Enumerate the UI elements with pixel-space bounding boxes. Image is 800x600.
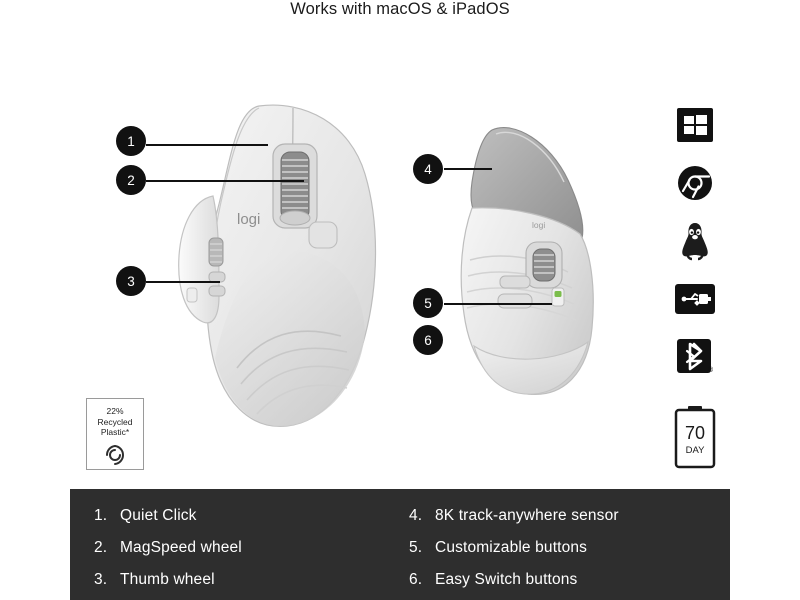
chrome-icon [673,163,717,203]
svg-text:®: ® [708,367,713,374]
callout-2: 2 [116,165,146,195]
battery-days-value: 70 [684,423,706,443]
leader-line-5 [444,303,552,305]
legend-number-5: 5. [409,539,423,556]
legend-column-left [94,507,391,589]
leader-line-1 [146,144,268,146]
legend-column-right [391,507,706,589]
legend-label-4: 8K track-anywhere sensor [435,507,619,524]
mouse-top-view-illustration [175,100,405,430]
legend-item-1 [94,507,391,525]
legend-number-6: 6. [409,571,423,588]
legend-label-2: MagSpeed wheel [120,539,242,556]
mouse-side-view-illustration [440,110,615,410]
compatibility-icon-list [668,105,722,377]
legend-number-1: 1. [94,507,108,524]
legend-label-5: Customizable buttons [435,539,588,556]
callout-5: 5 [413,288,443,318]
leader-line-3 [146,281,220,283]
bluetooth-icon [673,337,717,377]
leader-line-2 [146,180,304,182]
usb-receiver-icon [673,279,717,319]
recycle-icon [102,442,128,473]
recycled-percent: 22% [106,406,124,416]
recycled-label-2: Plastic* [100,427,130,437]
battery-days-unit: DAY [685,445,705,456]
legend-number-3: 3. [94,571,108,588]
legend-item-2 [94,539,391,557]
linux-penguin-icon [673,221,717,261]
feature-legend-panel [70,489,730,600]
legend-item-5 [409,539,706,557]
callout-6: 6 [413,325,443,355]
leader-line-4 [444,168,492,170]
recycled-label-1: Recycled [97,416,133,427]
legend-item-4 [409,507,706,525]
brand-wordmark: logi [237,211,261,228]
brand-wordmark-side: logi [532,220,546,230]
legend-item-3 [94,571,391,589]
battery-life-badge [673,405,717,469]
recycled-plastic-badge [86,398,144,470]
callout-3: 3 [116,266,146,296]
legend-label-3: Thumb wheel [120,571,215,588]
legend-number-2: 2. [94,539,108,556]
callout-1: 1 [116,126,146,156]
legend-label-6: Easy Switch buttons [435,571,578,588]
compatibility-heading: Works with macOS & iPadOS [290,0,510,18]
windows-icon [673,105,717,145]
legend-label-1: Quiet Click [120,507,197,524]
legend-item-6 [409,571,706,589]
callout-4: 4 [413,154,443,184]
legend-number-4: 4. [409,507,423,524]
